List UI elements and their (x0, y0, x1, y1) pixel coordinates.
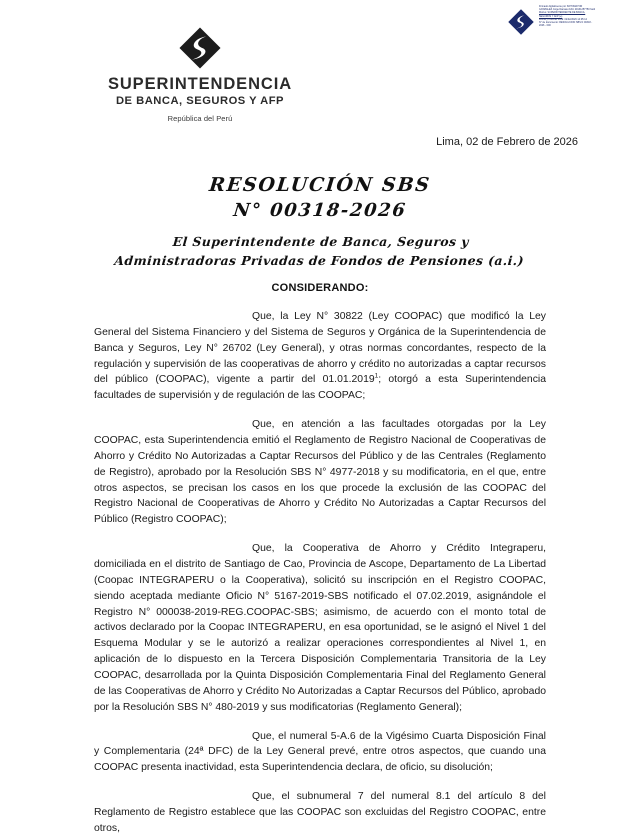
institution-logo (178, 26, 222, 70)
resolution-word: RESOLUCIÓN SBS (208, 174, 432, 196)
section-heading: CONSIDERANDO: (271, 282, 369, 294)
digital-signature-block (506, 3, 637, 45)
signature-line: Motivo: SUPERINTENDENTE DE BANCA, (539, 11, 586, 15)
sbs-diamond-logo-icon (506, 7, 536, 37)
resolution-number: N° 00318-2026 (232, 200, 408, 221)
document-body (94, 282, 546, 837)
signature-line: N° de documento: RESOLUCION SBS N 00318 - (539, 20, 593, 24)
footnote-marker: 1 (374, 372, 379, 380)
paragraph-text-tail: ; otorgó a esta Superintendencia facultades de supervisión y de regulación de las COOPAC; (94, 374, 546, 402)
paragraph-considerando-5: Que, el subnumeral 7 del numeral 8.1 del artículo 8 del Reglamento de Registro establece que las COOPAC son excluidas del Registro COOPAC, entre otros, (94, 791, 546, 834)
paragraph-considerando-2: Que, en atención a las facultades otorgadas por la Ley COOPAC, esta Superintendencia emitió el Reglamento de Registro Nacional de Cooperativas de Ahorro y Crédito No Autorizadas a Captar Recursos del Público y de las Centrales (Reglamento de Registro), aprobado por la Resolución SBS N° 4977-2018 y su modificatoria, en el que, entre otros aspectos, se precisan los casos en los que procede la exclusión de las COOPAC del Registro Nacional de Cooperativas de Ahorro y Crédito No Autorizadas a Captar Recursos del Público (Registro COOPAC); (94, 419, 546, 526)
date-line: Lima, 02 de Febrero de 2026 (436, 136, 578, 148)
letterhead (0, 26, 400, 123)
signature-text (539, 3, 637, 27)
institution-name: SUPERINTENDENCIA (107, 75, 293, 93)
resolution-title (0, 174, 640, 221)
signing-authority (0, 232, 640, 270)
institution-subtitle: DE BANCA, SEGUROS Y AFP (115, 95, 285, 108)
paragraph-considerando-1 (94, 309, 546, 404)
authority-line-2: Administradoras Privadas de Fondos de Pensiones (a.i.) (113, 253, 525, 269)
signature-logo (506, 7, 536, 37)
paragraph-text: Que, la Ley N° 30822 (Ley COOPAC) que modificó la Ley General del Sistema Financiero y del Sistema de Seguros y Orgánica de la Superintendencia de Banca y Seguros, Ley N° 26702 (Ley General), y otras normas concordantes, respecto de la regulación y supervisión de las cooperativas de ahorro y crédito no autorizadas a captar recursos del público (COOPAC), vigente a partir del 01.01.2019 (94, 311, 546, 386)
sbs-diamond-logo-icon (178, 26, 222, 70)
paragraph-considerando-4: Que, el numeral 5-A.6 de la Vigésimo Cuarta Disposición Final y Complementaria (24ª DFC) de la Ley General prevé, entre otros aspectos, que cuando una COOPAC presenta inactividad, esta Superintendencia declara, de oficio, su disolución; (94, 730, 546, 774)
signature-line: SEGUROS Y AFP (e) (539, 14, 563, 18)
signature-line: 2026 - 000 (539, 24, 551, 28)
authority-line-1: El Superintendente de Banca, Seguros y (172, 234, 470, 249)
signature-line: Fecha y Hora de firma: 02/02/2026 14:05:12 (539, 17, 587, 21)
signature-line: GONZALEZ Jorge Damaso FAU 20131257750 hard (539, 8, 596, 12)
signature-line: Firmado digitalmente por SOTOMAYOR (539, 5, 583, 8)
paragraph-considerando-3: Que, la Cooperativa de Ahorro y Crédito Integraperu, domiciliada en el distrito de Santiago de Cao, Provincia de Ascope, Departamento de La Libertad (Coopac INTEGRAPERU o la Cooperativa), solicitó su inscripción en el Registro COOPAC, siendo aceptada mediante Oficio N° 5167-2019-SBS notificado el 07.02.2019, asignándole el Registro N° 000038-2019-REG.COOPAC-SBS; asimismo, de acuerdo con el monto total de activos declarado por la Coopac INTEGRAPERU, en esa oportunidad, se le asignó el Nivel 1 del Esquema Modular y se le autorizó a realizar operaciones correspondientes al Nivel 1, en aplicación de lo dispuesto en la Tercera Disposición Complementaria Transitoria de la Ley COOPAC, desarrollada por la Quinta Disposición Complementaria Final del Reglamento General de las Cooperativas de Ahorro y Crédito No Autorizadas a Captar Recursos del Público, aprobado por la Resolución SBS N° 480-2019 y sus modificatorias (Reglamento General); (94, 543, 546, 713)
country-label: República del Perú (167, 114, 233, 124)
